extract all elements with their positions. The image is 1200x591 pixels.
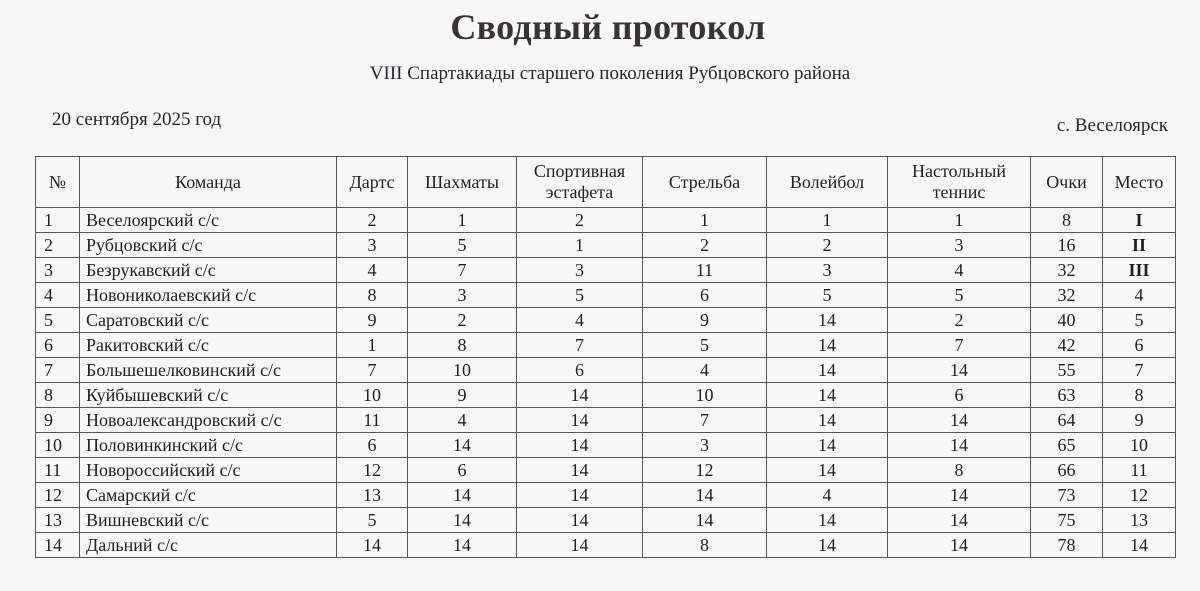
shooting-cell: 9: [643, 308, 767, 333]
relay-cell: 14: [517, 458, 643, 483]
chess-cell: 10: [408, 358, 517, 383]
team-name-cell: Веселоярский с/с: [80, 208, 337, 233]
chess-cell: 3: [408, 283, 517, 308]
darts-cell: 5: [337, 508, 408, 533]
volleyball-cell: 4: [767, 483, 888, 508]
darts-cell: 6: [337, 433, 408, 458]
team-name-cell: Безрукавский с/с: [80, 258, 337, 283]
shooting-cell: 4: [643, 358, 767, 383]
relay-cell: 14: [517, 533, 643, 558]
results-table: [35, 156, 1176, 558]
place-cell: 5: [1103, 308, 1176, 333]
chess-cell: 2: [408, 308, 517, 333]
table-tennis-cell: 14: [888, 433, 1031, 458]
darts-cell: 13: [337, 483, 408, 508]
relay-cell: 3: [517, 258, 643, 283]
place-cell: 7: [1103, 358, 1176, 383]
points-cell: 40: [1031, 308, 1103, 333]
table-row: [36, 533, 1176, 558]
table-tennis-cell: 5: [888, 283, 1031, 308]
row-number-cell: 7: [36, 358, 80, 383]
event-place: с. Веселоярск: [1056, 115, 1168, 136]
points-cell: 65: [1031, 433, 1103, 458]
row-number-cell: 12: [36, 483, 80, 508]
row-number-cell: 9: [36, 408, 80, 433]
relay-cell: 4: [517, 308, 643, 333]
relay-cell: 6: [517, 358, 643, 383]
chess-cell: 5: [408, 233, 517, 258]
chess-cell: 9: [408, 383, 517, 408]
team-name-cell: Большешелковинский с/с: [80, 358, 337, 383]
row-number-cell: 6: [36, 333, 80, 358]
place-cell: 8: [1103, 383, 1176, 408]
team-name-cell: Рубцовский с/с: [80, 233, 337, 258]
place-cell: 14: [1103, 533, 1176, 558]
darts-cell: 14: [337, 533, 408, 558]
place-cell: 9: [1103, 408, 1176, 433]
shooting-cell: 7: [643, 408, 767, 433]
table-row: [36, 383, 1176, 408]
volleyball-cell: 14: [767, 508, 888, 533]
chess-cell: 8: [408, 333, 517, 358]
shooting-cell: 8: [643, 533, 767, 558]
team-name-cell: Новоалександровский с/с: [80, 408, 337, 433]
points-cell: 75: [1031, 508, 1103, 533]
column-header-shooting: Стрельба: [643, 157, 767, 208]
place-cell: III: [1103, 258, 1176, 283]
table-tennis-cell: 1: [888, 208, 1031, 233]
volleyball-cell: 1: [767, 208, 888, 233]
darts-cell: 8: [337, 283, 408, 308]
points-cell: 73: [1031, 483, 1103, 508]
points-cell: 55: [1031, 358, 1103, 383]
volleyball-cell: 14: [767, 383, 888, 408]
chess-cell: 14: [408, 533, 517, 558]
points-cell: 42: [1031, 333, 1103, 358]
table-row: [36, 258, 1176, 283]
darts-cell: 12: [337, 458, 408, 483]
relay-cell: 7: [517, 333, 643, 358]
column-header-relay: Спортивная эстафета: [517, 157, 643, 208]
relay-cell: 1: [517, 233, 643, 258]
chess-cell: 4: [408, 408, 517, 433]
results-table-body: [36, 208, 1176, 558]
column-header-team: Команда: [80, 157, 337, 208]
relay-cell: 5: [517, 283, 643, 308]
shooting-cell: 2: [643, 233, 767, 258]
table-tennis-cell: 4: [888, 258, 1031, 283]
place-cell: 12: [1103, 483, 1176, 508]
volleyball-cell: 3: [767, 258, 888, 283]
table-row: [36, 433, 1176, 458]
chess-cell: 6: [408, 458, 517, 483]
column-header-chess: Шахматы: [408, 157, 517, 208]
row-number-cell: 4: [36, 283, 80, 308]
column-header-volleyball: Волейбол: [767, 157, 888, 208]
team-name-cell: Ракитовский с/с: [80, 333, 337, 358]
darts-cell: 11: [337, 408, 408, 433]
points-cell: 32: [1031, 283, 1103, 308]
place-cell: 10: [1103, 433, 1176, 458]
table-row: [36, 308, 1176, 333]
table-tennis-cell: 14: [888, 358, 1031, 383]
table-row: [36, 408, 1176, 433]
team-name-cell: Вишневский с/с: [80, 508, 337, 533]
place-cell: 13: [1103, 508, 1176, 533]
place-cell: 4: [1103, 283, 1176, 308]
relay-cell: 14: [517, 383, 643, 408]
volleyball-cell: 14: [767, 533, 888, 558]
table-row: [36, 458, 1176, 483]
place-cell: II: [1103, 233, 1176, 258]
table-tennis-cell: 14: [888, 408, 1031, 433]
shooting-cell: 14: [643, 508, 767, 533]
shooting-cell: 10: [643, 383, 767, 408]
relay-cell: 2: [517, 208, 643, 233]
row-number-cell: 11: [36, 458, 80, 483]
volleyball-cell: 14: [767, 433, 888, 458]
points-cell: 63: [1031, 383, 1103, 408]
shooting-cell: 1: [643, 208, 767, 233]
points-cell: 66: [1031, 458, 1103, 483]
volleyball-cell: 2: [767, 233, 888, 258]
place-cell: 6: [1103, 333, 1176, 358]
volleyball-cell: 14: [767, 308, 888, 333]
table-tennis-cell: 14: [888, 533, 1031, 558]
table-row: [36, 483, 1176, 508]
column-header-number: №: [36, 157, 80, 208]
darts-cell: 2: [337, 208, 408, 233]
volleyball-cell: 14: [767, 333, 888, 358]
volleyball-cell: 14: [767, 358, 888, 383]
darts-cell: 1: [337, 333, 408, 358]
row-number-cell: 13: [36, 508, 80, 533]
shooting-cell: 11: [643, 258, 767, 283]
team-name-cell: Дальний с/с: [80, 533, 337, 558]
column-header-darts: Дартс: [337, 157, 408, 208]
row-number-cell: 1: [36, 208, 80, 233]
table-tennis-cell: 6: [888, 383, 1031, 408]
relay-cell: 14: [517, 433, 643, 458]
points-cell: 32: [1031, 258, 1103, 283]
shooting-cell: 6: [643, 283, 767, 308]
table-row: [36, 283, 1176, 308]
darts-cell: 7: [337, 358, 408, 383]
table-tennis-cell: 3: [888, 233, 1031, 258]
shooting-cell: 14: [643, 483, 767, 508]
column-header-place: Место: [1103, 157, 1176, 208]
darts-cell: 4: [337, 258, 408, 283]
table-row: [36, 358, 1176, 383]
chess-cell: 7: [408, 258, 517, 283]
darts-cell: 3: [337, 233, 408, 258]
chess-cell: 14: [408, 433, 517, 458]
row-number-cell: 14: [36, 533, 80, 558]
place-cell: I: [1103, 208, 1176, 233]
chess-cell: 1: [408, 208, 517, 233]
points-cell: 8: [1031, 208, 1103, 233]
relay-cell: 14: [517, 483, 643, 508]
darts-cell: 10: [337, 383, 408, 408]
place-cell: 11: [1103, 458, 1176, 483]
table-row: [36, 233, 1176, 258]
shooting-cell: 5: [643, 333, 767, 358]
team-name-cell: Новороссийский с/с: [80, 458, 337, 483]
shooting-cell: 12: [643, 458, 767, 483]
table-tennis-cell: 8: [888, 458, 1031, 483]
team-name-cell: Самарский с/с: [80, 483, 337, 508]
team-name-cell: Куйбышевский с/с: [80, 383, 337, 408]
table-header-row: [36, 157, 1176, 208]
document-subtitle: VIII Спартакиады старшего поколения Рубцовского района: [369, 63, 851, 84]
table-row: [36, 208, 1176, 233]
chess-cell: 14: [408, 508, 517, 533]
row-number-cell: 3: [36, 258, 80, 283]
team-name-cell: Половинкинский с/с: [80, 433, 337, 458]
volleyball-cell: 14: [767, 458, 888, 483]
chess-cell: 14: [408, 483, 517, 508]
points-cell: 16: [1031, 233, 1103, 258]
team-name-cell: Новониколаевский с/с: [80, 283, 337, 308]
relay-cell: 14: [517, 508, 643, 533]
table-tennis-cell: 7: [888, 333, 1031, 358]
volleyball-cell: 14: [767, 408, 888, 433]
row-number-cell: 2: [36, 233, 80, 258]
row-number-cell: 10: [36, 433, 80, 458]
column-header-points: Очки: [1031, 157, 1103, 208]
volleyball-cell: 5: [767, 283, 888, 308]
document-title: Сводный протокол: [450, 7, 766, 47]
points-cell: 78: [1031, 533, 1103, 558]
column-header-table-tennis: Настольный теннис: [888, 157, 1031, 208]
darts-cell: 9: [337, 308, 408, 333]
team-name-cell: Саратовский с/с: [80, 308, 337, 333]
table-row: [36, 333, 1176, 358]
row-number-cell: 5: [36, 308, 80, 333]
table-tennis-cell: 14: [888, 508, 1031, 533]
event-date: 20 сентября 2025 год: [52, 109, 222, 130]
table-tennis-cell: 14: [888, 483, 1031, 508]
relay-cell: 14: [517, 408, 643, 433]
table-tennis-cell: 2: [888, 308, 1031, 333]
points-cell: 64: [1031, 408, 1103, 433]
row-number-cell: 8: [36, 383, 80, 408]
table-row: [36, 508, 1176, 533]
shooting-cell: 3: [643, 433, 767, 458]
